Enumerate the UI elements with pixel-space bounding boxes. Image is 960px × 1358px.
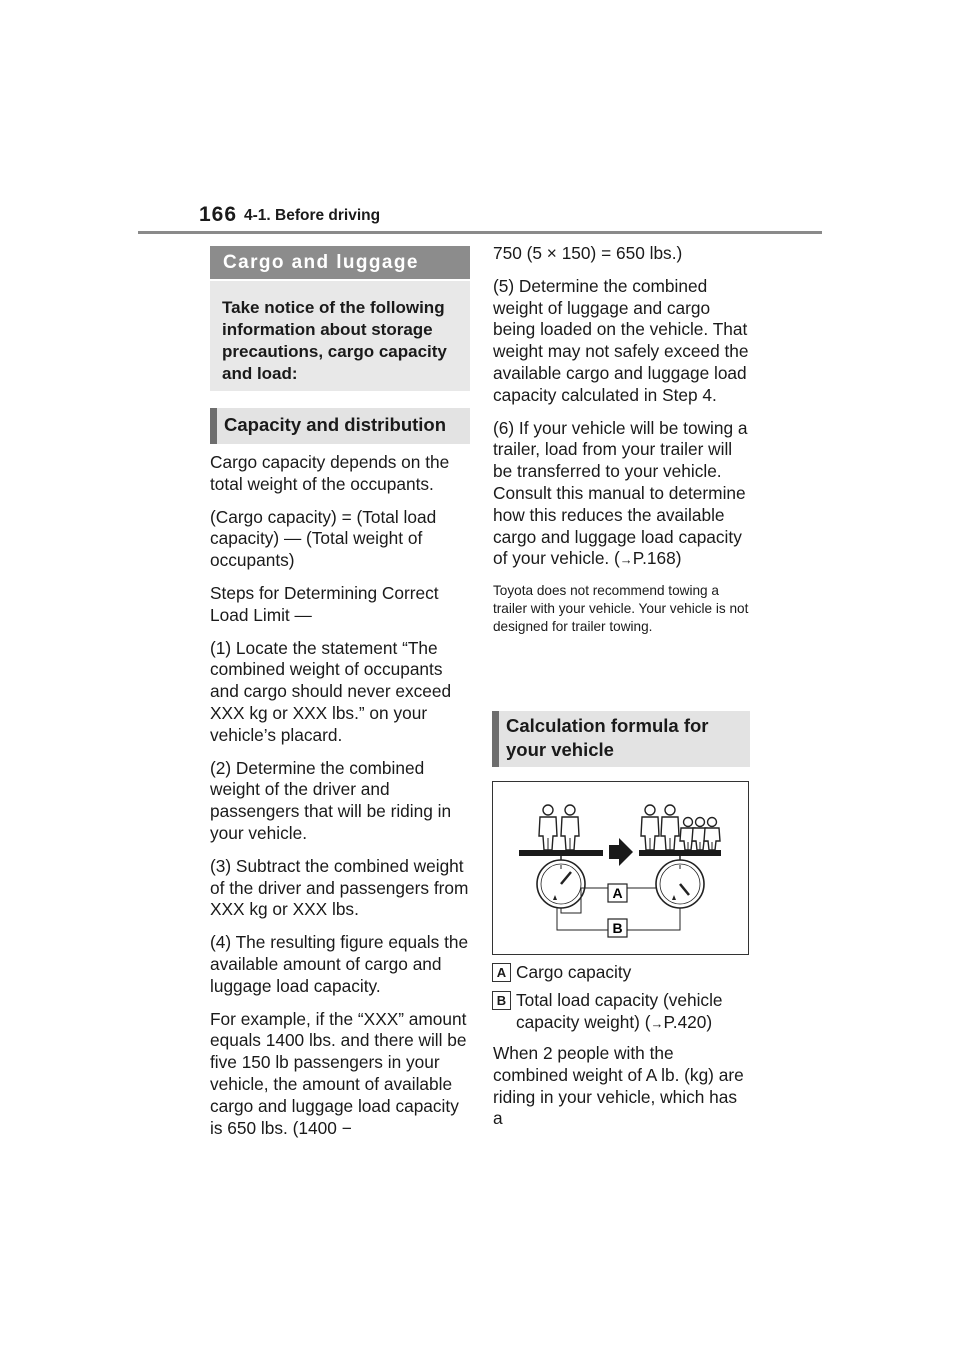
page-ref-link[interactable]: P.168 — [632, 548, 676, 569]
paragraph: (3) Subtract the combined weight of the driver and passengers from XXX kg or XXX lbs. — [210, 855, 469, 920]
paragraph: 750 (5 × 150) = 650 lbs.) — [493, 243, 683, 263]
section-title-banner: Cargo and luggage — [210, 246, 470, 279]
header-rule — [138, 231, 822, 234]
person-icon — [561, 805, 579, 850]
scale-gauge-left-icon — [537, 860, 585, 908]
section-label: 4-1. Before driving — [244, 207, 381, 224]
paragraph: (1) Locate the statement “The combined weight of occupants and cargo should never exceed XXX kg or XXX lbs.” on your vehicle’s placard. — [210, 637, 452, 745]
person-icon — [539, 805, 557, 850]
person-icon — [661, 805, 679, 850]
page-ref-link[interactable]: P.420 — [663, 1012, 707, 1032]
subhead-capacity: Capacity and distribution — [210, 408, 470, 444]
legend-text-b: Total load capacity (vehicle capacity weight) (→P.420) — [516, 990, 723, 1032]
person-icon — [704, 818, 720, 851]
paragraph: For example, if the “XXX” amount equals 1400 lbs. and there will be five 150 lb passengers in your vehicle, the amount of available cargo and luggage load capacity is 650 lbs. (1400 − — [210, 1008, 467, 1138]
legend-mark: B — [492, 991, 511, 1010]
scale-gauge-right-icon — [656, 860, 704, 908]
label-a: A — [612, 885, 623, 901]
arrow-right-icon — [609, 838, 633, 866]
left-column — [210, 452, 470, 1150]
intro-box: Take notice of the following information about storage precautions, cargo capacity and load: — [210, 281, 470, 391]
legend-item — [492, 961, 746, 983]
page-ref-arrow-icon: → — [619, 552, 633, 568]
load-diagram-svg — [493, 782, 748, 954]
towing-note: Toyota does not recommend towing a trailer with your vehicle. Your vehicle is not designed for trailer towing. — [493, 583, 749, 635]
page-number: 166 — [199, 203, 238, 226]
page-ref-arrow-icon: → — [650, 1016, 664, 1031]
load-diagram — [492, 781, 749, 955]
scale-platform-right — [639, 850, 721, 856]
paragraph: Steps for Determining Correct Load Limit — — [210, 582, 439, 625]
closing-paragraph: When 2 people with the combined weight of A lb. (kg) are riding in your vehicle, which has a — [493, 1043, 744, 1129]
paragraph-step6: (6) If your vehicle will be towing a trailer, load from your trailer will be transferred to your vehicle. Consult this manual to determine how this reduces the available cargo and luggage load capacity of your vehicle. (→P.168) — [493, 417, 748, 569]
subhead-calculation: Calculation formula for your vehicle — [492, 711, 750, 767]
person-icon — [641, 805, 659, 850]
paragraph: Cargo capacity depends on the total weight of the occupants. — [210, 452, 450, 494]
paragraph: (2) Determine the combined weight of the driver and passengers that will be riding in your vehicle. — [210, 757, 452, 843]
step6-text: (6) If your vehicle will be towing a trailer, load from your trailer will be transferred to your vehicle. Consult this manual to determine how this reduces the available cargo and luggage load capacity of your vehicle. — [493, 417, 748, 569]
legend-text: Cargo capacity — [516, 962, 632, 982]
paragraph: (Cargo capacity) = (Total load capacity) — (Total weight of occupants) — [210, 506, 437, 571]
legend-item — [492, 989, 746, 1035]
scale-platform-left — [519, 850, 603, 856]
right-column — [493, 243, 751, 647]
legend-mark: A — [492, 963, 511, 982]
label-b: B — [612, 920, 623, 936]
paragraph: (5) Determine the combined weight of luggage and cargo being loaded on the vehicle. That weight may not safely exceed the available cargo and luggage load capacity calculated in Step 4. — [493, 275, 749, 405]
paragraph: (4) The resulting figure equals the available amount of cargo and luggage load capacity. — [210, 932, 469, 996]
legend-text: Total load capacity (vehicle capacity weight) — [516, 990, 723, 1032]
